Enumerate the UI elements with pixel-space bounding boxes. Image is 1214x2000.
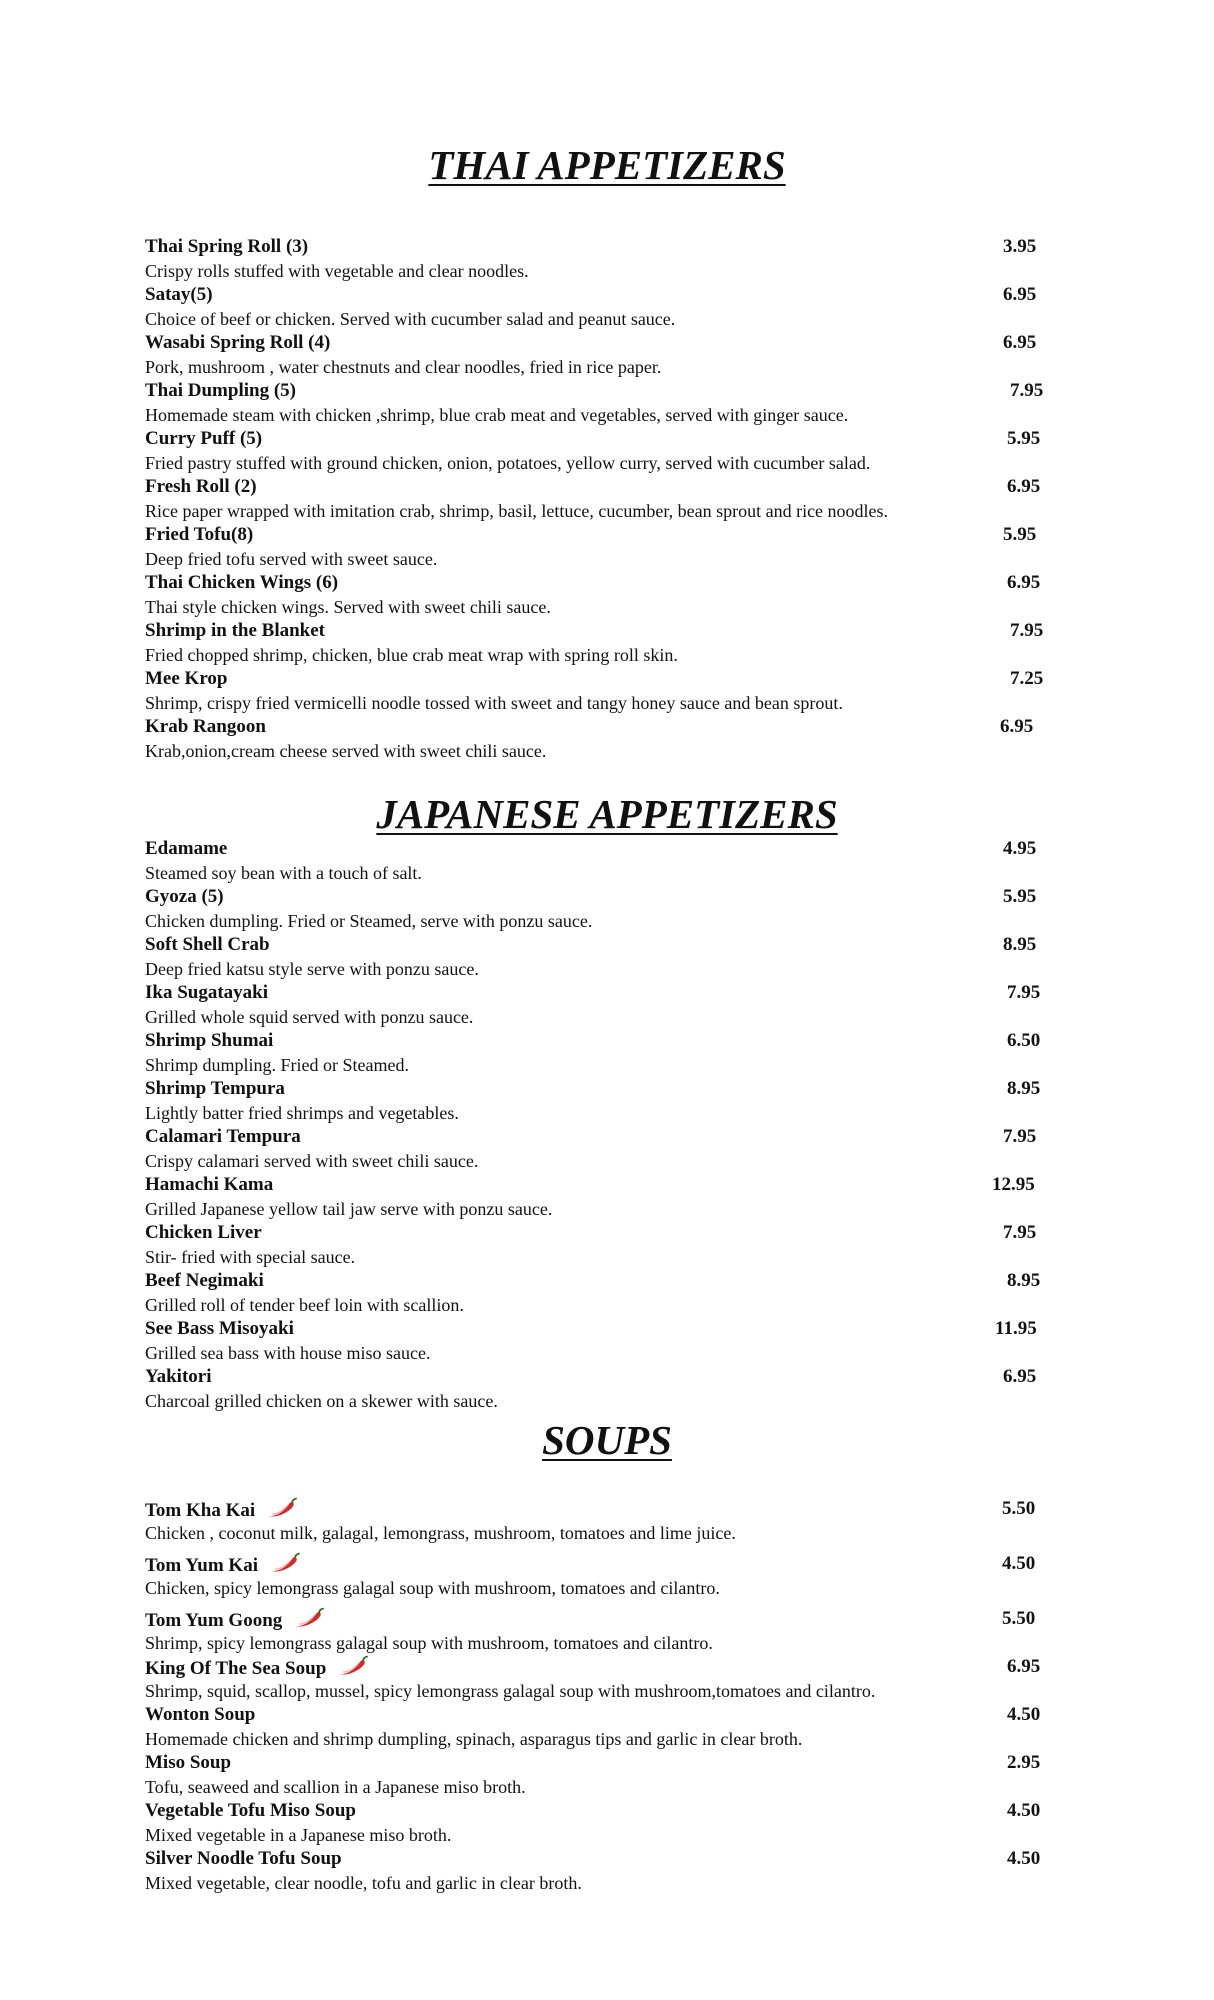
menu-item-row — [145, 1497, 1045, 1521]
item-description: Shrimp, crispy fried vermicelli noodle tossed with sweet and tangy honey sauce and bean sprout. — [145, 693, 843, 713]
thai-appetizers-title: THAI APPETIZERS — [428, 142, 786, 188]
item-description: Lightly batter fried shrimps and vegetables. — [145, 1103, 459, 1123]
japanese-appetizers-list — [145, 837, 1045, 1413]
menu-item-vegetable-tofu-miso-soup — [145, 1799, 1045, 1847]
menu-item-thai-spring-roll-3 — [145, 235, 1045, 283]
item-price: 7.95 — [1007, 982, 1041, 1003]
menu-item-see-bass-misoyaki — [145, 1317, 1045, 1365]
menu-item-wonton-soup — [145, 1703, 1045, 1751]
item-name: Thai Dumpling (5) — [145, 380, 296, 401]
item-price: 6.95 — [1007, 476, 1041, 497]
item-description: Deep fried katsu style serve with ponzu sauce. — [145, 959, 479, 979]
menu-item-row — [145, 1607, 1045, 1631]
item-price: 4.50 — [1007, 1800, 1041, 1821]
item-description: Grilled sea bass with house miso sauce. — [145, 1343, 431, 1363]
item-name: Wonton Soup — [145, 1704, 256, 1725]
item-price: 6.95 — [1003, 284, 1037, 305]
item-price: 8.95 — [1007, 1078, 1041, 1099]
item-name: Tom Kha Kai — [145, 1500, 256, 1521]
item-name: Hamachi Kama — [145, 1174, 274, 1195]
item-price: 5.50 — [1002, 1608, 1036, 1629]
menu-item-calamari-tempura — [145, 1125, 1045, 1173]
item-price: 6.95 — [1007, 572, 1041, 593]
menu-item-row — [145, 1173, 1045, 1197]
item-price: 12.95 — [992, 1174, 1035, 1195]
item-price: 4.50 — [1007, 1848, 1041, 1869]
item-name: Fresh Roll (2) — [145, 476, 257, 497]
menu-item-row — [145, 427, 1045, 451]
menu-item-row — [145, 1751, 1045, 1775]
item-description: Grilled whole squid served with ponzu sauce. — [145, 1007, 474, 1027]
item-description: Fried pastry stuffed with ground chicken, onion, potatoes, yellow curry, served with cucumber salad. — [145, 453, 871, 473]
chili-pepper-icon — [265, 1497, 297, 1519]
menu-item-fried-tofu-8 — [145, 523, 1045, 571]
menu-item-satay-5 — [145, 283, 1045, 331]
item-name: Wasabi Spring Roll (4) — [145, 332, 331, 353]
item-price: 7.95 — [1010, 380, 1044, 401]
chili-pepper-icon — [268, 1552, 300, 1574]
menu-item-row — [145, 1365, 1045, 1389]
item-description: Stir- fried with special sauce. — [145, 1247, 356, 1267]
menu-item-row — [145, 1269, 1045, 1293]
menu-item-row — [145, 1029, 1045, 1053]
item-description: Chicken , coconut milk, galagal, lemongrass, mushroom, tomatoes and lime juice. — [145, 1523, 736, 1543]
soups-title: SOUPS — [542, 1417, 672, 1463]
item-description: Fried chopped shrimp, chicken, blue crab meat wrap with spring roll skin. — [145, 645, 678, 665]
item-description: Charcoal grilled chicken on a skewer with sauce. — [145, 1391, 498, 1411]
item-name: Mee Krop — [145, 668, 228, 689]
item-price: 8.95 — [1007, 1270, 1041, 1291]
item-name: Calamari Tempura — [145, 1126, 301, 1147]
item-price: 3.95 — [1003, 236, 1037, 257]
item-name: Yakitori — [145, 1366, 212, 1387]
menu-item-row — [145, 1125, 1045, 1149]
item-name: Krab Rangoon — [145, 716, 266, 737]
item-price: 6.95 — [1003, 332, 1037, 353]
item-price: 2.95 — [1007, 1752, 1041, 1773]
item-price: 4.50 — [1002, 1553, 1036, 1574]
menu-item-row — [145, 1552, 1045, 1576]
menu-item-gyoza-5 — [145, 885, 1045, 933]
menu-item-soft-shell-crab — [145, 933, 1045, 981]
item-name: Fried Tofu(8) — [145, 524, 254, 545]
item-price: 5.95 — [1003, 524, 1037, 545]
item-price: 6.95 — [1003, 1366, 1037, 1387]
japanese-appetizers-title: JAPANESE APPETIZERS — [376, 791, 838, 837]
item-name: Tom Yum Goong — [145, 1610, 283, 1631]
item-price: 6.95 — [1000, 716, 1034, 737]
menu-item-row — [145, 1077, 1045, 1101]
item-price: 11.95 — [995, 1318, 1037, 1339]
menu-item-row — [145, 1799, 1045, 1823]
item-description: Choice of beef or chicken. Served with cucumber salad and peanut sauce. — [145, 309, 676, 329]
item-name: Edamame — [145, 838, 228, 859]
item-price: 4.95 — [1003, 838, 1037, 859]
menu-item-krab-rangoon — [145, 715, 1045, 763]
item-name: Thai Chicken Wings (6) — [145, 572, 339, 593]
menu-item-row — [145, 981, 1045, 1005]
item-description: Mixed vegetable, clear noodle, tofu and garlic in clear broth. — [145, 1873, 582, 1893]
item-price: 4.50 — [1007, 1704, 1041, 1725]
menu-item-row — [145, 667, 1045, 691]
item-description: Chicken, spicy lemongrass galagal soup with mushroom, tomatoes and cilantro. — [145, 1578, 720, 1598]
item-name: Vegetable Tofu Miso Soup — [145, 1800, 356, 1821]
menu-item-row — [145, 619, 1045, 643]
menu-item-row — [145, 379, 1045, 403]
menu-item-row — [145, 235, 1045, 259]
item-name: Silver Noodle Tofu Soup — [145, 1848, 342, 1869]
menu-item-row — [145, 837, 1045, 861]
menu-item-row — [145, 475, 1045, 499]
item-description: Rice paper wrapped with imitation crab, shrimp, basil, lettuce, cucumber, bean sprout and rice noodles. — [145, 501, 889, 521]
item-name: Satay(5) — [145, 284, 213, 305]
item-description: Homemade chicken and shrimp dumpling, spinach, asparagus tips and garlic in clear broth. — [145, 1729, 803, 1749]
item-description: Crispy calamari served with sweet chili sauce. — [145, 1151, 479, 1171]
menu-item-thai-chicken-wings-6 — [145, 571, 1045, 619]
item-description: Crispy rolls stuffed with vegetable and clear noodles. — [145, 261, 529, 281]
item-name: King Of The Sea Soup — [145, 1658, 327, 1679]
menu-item-row — [145, 523, 1045, 547]
menu-item-edamame — [145, 837, 1045, 885]
chili-pepper-icon — [336, 1655, 368, 1677]
menu-item-shrimp-tempura — [145, 1077, 1045, 1125]
item-description: Shrimp dumpling. Fried or Steamed. — [145, 1055, 409, 1075]
item-description: Pork, mushroom , water chestnuts and clear noodles, fried in rice paper. — [145, 357, 662, 377]
item-name: Shrimp in the Blanket — [145, 620, 326, 641]
item-description: Steamed soy bean with a touch of salt. — [145, 863, 422, 883]
menu-item-shrimp-in-the-blanket — [145, 619, 1045, 667]
menu-item-thai-dumpling-5 — [145, 379, 1045, 427]
soups-list — [145, 1490, 1045, 1895]
item-name: Beef Negimaki — [145, 1270, 264, 1291]
item-description: Shrimp, spicy lemongrass galagal soup with mushroom, tomatoes and cilantro. — [145, 1633, 713, 1653]
item-name: Chicken Liver — [145, 1222, 262, 1243]
item-description: Chicken dumpling. Fried or Steamed, serve with ponzu sauce. — [145, 911, 593, 931]
menu-item-yakitori — [145, 1365, 1045, 1413]
item-name: Thai Spring Roll (3) — [145, 236, 309, 257]
menu-item-row — [145, 1847, 1045, 1871]
item-price: 7.95 — [1003, 1126, 1037, 1147]
menu-item-silver-noodle-tofu-soup — [145, 1847, 1045, 1895]
item-name: See Bass Misoyaki — [145, 1318, 294, 1339]
item-price: 5.50 — [1002, 1498, 1036, 1519]
item-price: 7.95 — [1003, 1222, 1037, 1243]
item-price: 5.95 — [1007, 428, 1041, 449]
menu-item-row — [145, 1703, 1045, 1727]
menu-item-row — [145, 933, 1045, 957]
item-price: 8.95 — [1003, 934, 1037, 955]
menu-item-king-of-the-sea-soup — [145, 1655, 1045, 1703]
item-name: Soft Shell Crab — [145, 934, 270, 955]
item-description: Thai style chicken wings. Served with sweet chili sauce. — [145, 597, 551, 617]
item-name: Gyoza (5) — [145, 886, 224, 907]
menu-item-tom-yum-goong — [145, 1607, 1045, 1655]
item-price: 7.95 — [1010, 620, 1044, 641]
item-price: 5.95 — [1003, 886, 1037, 907]
menu-item-mee-krop — [145, 667, 1045, 715]
menu-item-miso-soup — [145, 1751, 1045, 1799]
item-name: Shrimp Shumai — [145, 1030, 274, 1051]
menu-item-tom-yum-kai — [145, 1552, 1045, 1600]
chili-pepper-icon — [292, 1607, 324, 1629]
item-name: Shrimp Tempura — [145, 1078, 285, 1099]
menu-item-ika-sugatayaki — [145, 981, 1045, 1029]
menu-item-row — [145, 885, 1045, 909]
thai-appetizers-list — [145, 235, 1045, 763]
item-name: Ika Sugatayaki — [145, 982, 269, 1003]
item-description: Grilled roll of tender beef loin with scallion. — [145, 1295, 464, 1315]
menu-item-row — [145, 1655, 1045, 1679]
item-description: Krab,onion,cream cheese served with sweet chili sauce. — [145, 741, 547, 761]
menu-item-row — [145, 1221, 1045, 1245]
menu-item-beef-negimaki — [145, 1269, 1045, 1317]
item-description: Homemade steam with chicken ,shrimp, blue crab meat and vegetables, served with ginger sauce. — [145, 405, 849, 425]
menu-item-wasabi-spring-roll-4 — [145, 331, 1045, 379]
menu-item-tom-kha-kai — [145, 1497, 1045, 1545]
menu-item-row — [145, 283, 1045, 307]
item-price: 6.50 — [1007, 1030, 1041, 1051]
menu-item-shrimp-shumai — [145, 1029, 1045, 1077]
item-price: 7.25 — [1010, 668, 1044, 689]
menu-item-fresh-roll-2 — [145, 475, 1045, 523]
menu-item-hamachi-kama — [145, 1173, 1045, 1221]
item-description: Tofu, seaweed and scallion in a Japanese miso broth. — [145, 1777, 526, 1797]
item-description: Grilled Japanese yellow tail jaw serve with ponzu sauce. — [145, 1199, 553, 1219]
menu-item-curry-puff-5 — [145, 427, 1045, 475]
menu-item-row — [145, 1317, 1045, 1341]
menu-item-chicken-liver — [145, 1221, 1045, 1269]
item-description: Shrimp, squid, scallop, mussel, spicy lemongrass galagal soup with mushroom,tomatoes and cilantro. — [145, 1681, 876, 1701]
menu-item-row — [145, 715, 1045, 739]
item-name: Curry Puff (5) — [145, 428, 263, 449]
item-name: Tom Yum Kai — [145, 1555, 258, 1576]
menu-item-row — [145, 571, 1045, 595]
item-description: Mixed vegetable in a Japanese miso broth. — [145, 1825, 452, 1845]
item-name: Miso Soup — [145, 1752, 232, 1773]
item-price: 6.95 — [1007, 1656, 1041, 1677]
item-description: Deep fried tofu served with sweet sauce. — [145, 549, 438, 569]
menu-item-row — [145, 331, 1045, 355]
